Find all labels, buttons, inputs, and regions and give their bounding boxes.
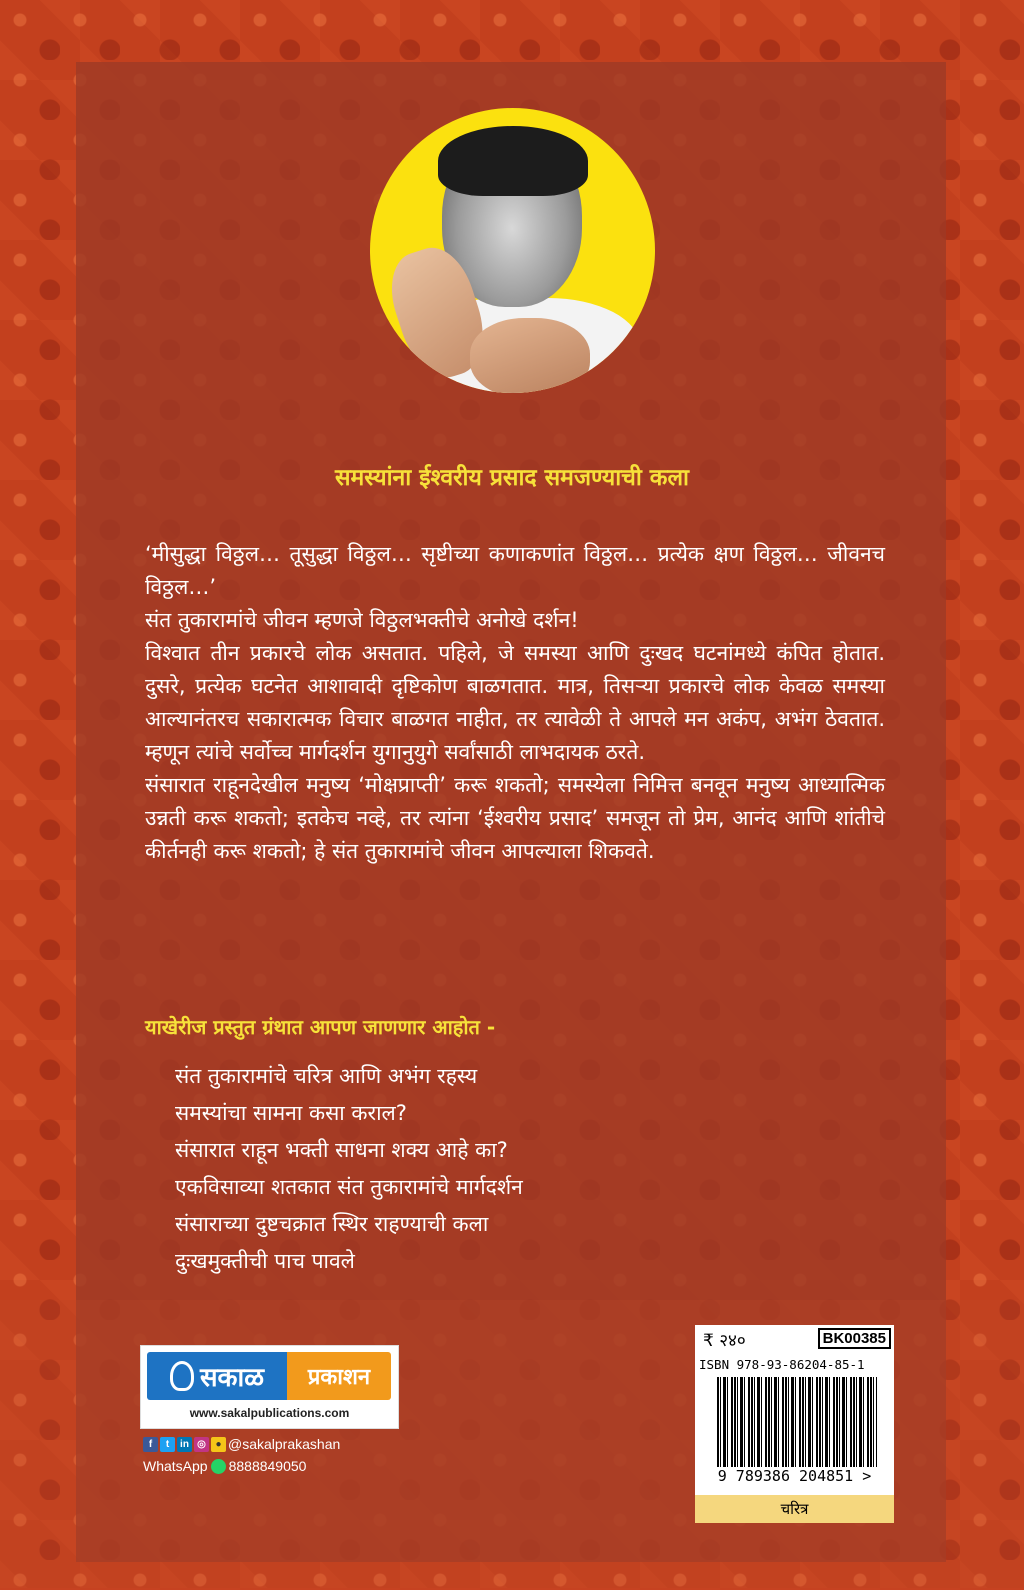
sakal-emblem-icon: [170, 1361, 194, 1391]
price: ₹ २४०: [703, 1331, 746, 1351]
logo-sakal: [147, 1352, 287, 1400]
topics-list: [175, 1058, 523, 1280]
whatsapp-number: 8888849050: [228, 1458, 307, 1474]
portrait-hand-fingers: [470, 318, 590, 393]
barcode-box: [695, 1325, 894, 1495]
isbn: ISBN 978-93-86204-85-1: [699, 1357, 865, 1372]
instagram-icon: ◎: [194, 1437, 209, 1452]
list-item: समस्यांचा सामना कसा कराल?: [175, 1101, 407, 1125]
portrait-hair: [438, 126, 588, 196]
barcode-digits: 9 789386 204851 >: [717, 1467, 872, 1485]
social-row: [143, 1436, 340, 1452]
list-item: संत तुकारामांचे चरित्र आणि अभंग रहस्य: [175, 1064, 478, 1088]
subtitle: समस्यांना ईश्वरीय प्रसाद समजण्याची कला: [334, 465, 690, 491]
whatsapp-icon: [211, 1459, 226, 1474]
koo-icon: ●: [211, 1437, 226, 1452]
list-item: संसारात राहून भक्ती साधना शक्य आहे का?: [175, 1138, 508, 1162]
category-label: चरित्र: [695, 1495, 894, 1523]
blurb: [145, 538, 885, 868]
book-code: BK00385: [818, 1328, 891, 1349]
blurb-paragraph: ‘मीसुद्धा विठ्ठल… तूसुद्धा विठ्ठल… सृष्टीच्या कणाकणांत विठ्ठल… प्रत्येक क्षण विठ्ठल… जीवनच विठ्ठल…’: [145, 542, 885, 599]
social-handle: @sakalprakashan: [228, 1436, 341, 1452]
blurb-paragraph: संसारात राहूनदेखील मनुष्य ‘मोक्षप्राप्ती’ करू शकतो; समस्येला निमित्त बनवून मनुष्य आध्यात्मिक उन्नती करू शकतो; इतकेच नव्हे, तर त्यांना ‘ईश्वरीय प्रसाद’ समजून तो प्रेम, आनंद आणि शांतीचे कीर्तनही करू शकतो; हे संत तुकारामांचे जीवन आपल्याला शिकवते.: [145, 773, 885, 863]
facebook-icon: f: [143, 1437, 158, 1452]
topics-heading: याखेरीज प्रस्तुत ग्रंथात आपण जाणणार आहोत -: [145, 1015, 496, 1039]
linkedin-icon: in: [177, 1437, 192, 1452]
twitter-icon: t: [160, 1437, 175, 1452]
logo-prakashan: प्रकाशन: [287, 1352, 391, 1400]
publisher-website: www.sakalpublications.com: [189, 1406, 350, 1420]
publisher-logo-box: [140, 1345, 399, 1429]
publisher-logo: [147, 1352, 391, 1400]
barcode-bars: [717, 1377, 877, 1467]
list-item: दुःखमुक्तीची पाच पावले: [175, 1249, 355, 1273]
whatsapp-label: WhatsApp: [143, 1458, 208, 1474]
list-item: एकविसाव्या शतकात संत तुकारामांचे मार्गदर्शन: [175, 1175, 523, 1199]
whatsapp-row: [143, 1458, 306, 1474]
blurb-paragraph: संत तुकारामांचे जीवन म्हणजे विठ्ठलभक्तीचे अनोखे दर्शन!: [145, 608, 579, 632]
blurb-paragraph: विश्वात तीन प्रकारचे लोक असतात. पहिले, जे समस्या आणि दुःखद घटनांमध्ये कंपित होतात. दुसरे, प्रत्येक घटनेत आशावादी दृष्टिकोण बाळगतात. मात्र, तिसऱ्या प्रकारचे लोक केवळ समस्या आल्यानंतरच सकारात्मक विचार बाळगत नाहीत, तर त्यावेळी ते आपले मन अकंप, अभंग ठेवतात. म्हणून त्यांचे सर्वोच्च मार्गदर्शन युगानुयुगे सर्वांसाठी लाभदायक ठरते.: [145, 641, 885, 764]
list-item: संसाराच्या दुष्टचक्रात स्थिर राहण्याची कला: [175, 1212, 489, 1236]
author-portrait: [370, 108, 655, 393]
logo-sakal-text: सकाळ: [199, 1363, 265, 1393]
